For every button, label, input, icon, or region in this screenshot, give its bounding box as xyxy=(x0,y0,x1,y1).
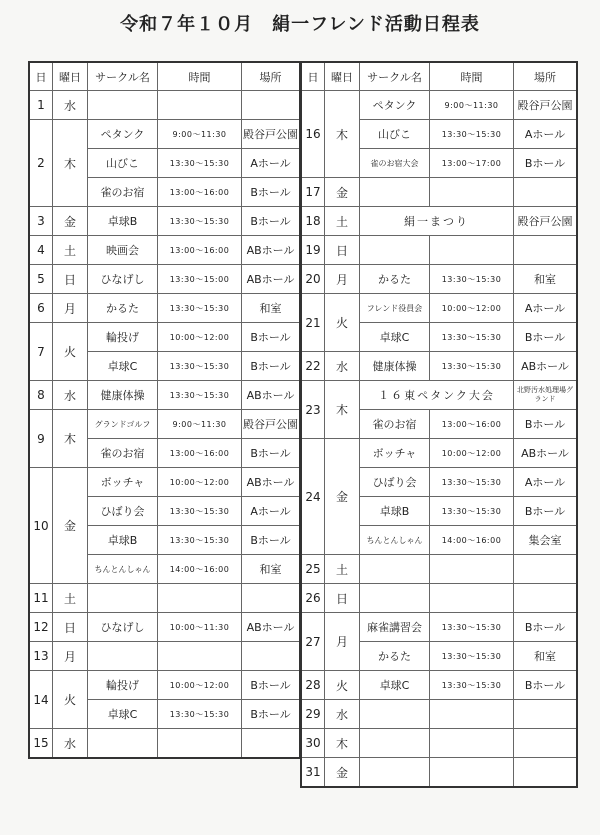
empty-cell xyxy=(360,758,430,787)
empty-cell xyxy=(360,700,430,729)
time-cell: 13:30～15:30 xyxy=(158,700,242,729)
header-circle: サークル名 xyxy=(360,63,430,91)
header-circle: サークル名 xyxy=(88,63,158,91)
table-row xyxy=(302,207,577,236)
circle-cell: 雀のお宿 xyxy=(88,439,158,468)
table-row xyxy=(30,265,300,294)
header-day: 日 xyxy=(30,63,53,91)
weekday-cell: 土 xyxy=(325,555,360,584)
time-cell: 13:30～15:30 xyxy=(430,323,514,352)
day-cell: 31 xyxy=(302,758,325,787)
time-cell: 13:00～16:00 xyxy=(158,236,242,265)
time-cell: 13:30～15:30 xyxy=(158,352,242,381)
empty-cell xyxy=(514,729,577,758)
weekday-cell: 月 xyxy=(325,265,360,294)
empty-cell xyxy=(514,758,577,787)
time-cell: 9:00～11:30 xyxy=(158,410,242,439)
time-cell: 13:30～15:30 xyxy=(158,381,242,410)
day-cell: 16 xyxy=(302,91,325,178)
table-row xyxy=(302,178,577,207)
place-cell: Bホール xyxy=(242,352,300,381)
empty-cell xyxy=(514,584,577,613)
empty-cell xyxy=(360,178,430,207)
header-place: 場所 xyxy=(514,63,577,91)
place-cell: 和室 xyxy=(514,265,577,294)
place-cell: Bホール xyxy=(514,323,577,352)
circle-cell: ひなげし xyxy=(88,265,158,294)
empty-cell xyxy=(158,584,242,613)
circle-cell: ちんとんしゃん xyxy=(360,526,430,555)
header-time: 時間 xyxy=(158,63,242,91)
schedule-table-right xyxy=(301,62,577,787)
place-cell: ABホール xyxy=(242,381,300,410)
time-cell: 10:00～11:30 xyxy=(158,613,242,642)
weekday-cell: 土 xyxy=(53,584,88,613)
header-row xyxy=(30,63,300,91)
day-cell: 29 xyxy=(302,700,325,729)
place-cell: ABホール xyxy=(242,613,300,642)
time-cell: 13:30～15:30 xyxy=(158,294,242,323)
weekday-cell: 木 xyxy=(53,410,88,468)
circle-cell: 雀のお宿 xyxy=(88,178,158,207)
time-cell: 9:00～11:30 xyxy=(158,120,242,149)
table-row xyxy=(30,294,300,323)
place-cell: Bホール xyxy=(242,323,300,352)
time-cell: 13:00～16:00 xyxy=(158,439,242,468)
circle-cell: かるた xyxy=(88,294,158,323)
weekday-cell: 火 xyxy=(325,294,360,352)
circle-cell: 映画会 xyxy=(88,236,158,265)
empty-cell xyxy=(88,729,158,758)
circle-cell: 雀のお宿大会 xyxy=(360,149,430,178)
weekday-cell: 月 xyxy=(53,294,88,323)
page-title: 令和７年１０月 絹一フレンド活動日程表 xyxy=(120,14,480,35)
header-day: 日 xyxy=(302,63,325,91)
place-cell: 集会室 xyxy=(514,526,577,555)
place-cell: Aホール xyxy=(242,497,300,526)
table-row xyxy=(30,468,300,497)
weekday-cell: 火 xyxy=(325,671,360,700)
day-cell: 19 xyxy=(302,236,325,265)
weekday-cell: 水 xyxy=(53,91,88,120)
empty-cell xyxy=(430,700,514,729)
table-row xyxy=(30,323,300,352)
place-cell: ABホール xyxy=(242,265,300,294)
header-row xyxy=(302,63,577,91)
empty-cell xyxy=(430,178,514,207)
weekday-cell: 木 xyxy=(325,729,360,758)
empty-cell xyxy=(242,642,300,671)
circle-cell: ボッチャ xyxy=(360,439,430,468)
weekday-cell: 月 xyxy=(53,642,88,671)
day-cell: 1 xyxy=(30,91,53,120)
table-row xyxy=(302,613,577,642)
empty-cell xyxy=(430,758,514,787)
place-cell: Bホール xyxy=(514,671,577,700)
time-cell: 10:00～12:00 xyxy=(158,468,242,497)
table-row xyxy=(302,352,577,381)
day-cell: 20 xyxy=(302,265,325,294)
day-cell: 21 xyxy=(302,294,325,352)
day-cell: 13 xyxy=(30,642,53,671)
table-row xyxy=(30,729,300,758)
circle-cell: ひばり会 xyxy=(88,497,158,526)
empty-cell xyxy=(514,236,577,265)
time-cell: 13:00～17:00 xyxy=(430,149,514,178)
table-row xyxy=(302,729,577,758)
empty-cell xyxy=(514,700,577,729)
circle-cell: 山びこ xyxy=(360,120,430,149)
place-cell: Bホール xyxy=(514,497,577,526)
place-cell: 殿谷戸公園 xyxy=(242,410,300,439)
time-cell: 14:00～16:00 xyxy=(158,555,242,584)
table-row xyxy=(30,642,300,671)
circle-cell: フレンド役員会 xyxy=(360,294,430,323)
place-cell: Aホール xyxy=(514,294,577,323)
place-cell: Bホール xyxy=(514,149,577,178)
place-cell: Aホール xyxy=(242,149,300,178)
header-weekday: 曜日 xyxy=(53,63,88,91)
circle-cell: 輪投げ xyxy=(88,323,158,352)
time-cell: 13:30～15:30 xyxy=(158,497,242,526)
day-cell: 8 xyxy=(30,381,53,410)
empty-cell xyxy=(88,584,158,613)
empty-cell xyxy=(360,729,430,758)
circle-cell: 健康体操 xyxy=(360,352,430,381)
day-cell: 28 xyxy=(302,671,325,700)
place-cell: Bホール xyxy=(242,526,300,555)
empty-cell xyxy=(242,729,300,758)
table-row xyxy=(302,439,577,468)
day-cell: 25 xyxy=(302,555,325,584)
empty-cell xyxy=(430,729,514,758)
table-row xyxy=(30,236,300,265)
circle-cell: 山びこ xyxy=(88,149,158,178)
table-row xyxy=(302,294,577,323)
circle-cell: 卓球C xyxy=(360,671,430,700)
day-cell: 9 xyxy=(30,410,53,468)
day-cell: 27 xyxy=(302,613,325,671)
place-cell: ABホール xyxy=(514,439,577,468)
place-cell: Bホール xyxy=(242,700,300,729)
day-cell: 23 xyxy=(302,381,325,439)
time-cell: 13:30～15:30 xyxy=(430,642,514,671)
schedule-table-left xyxy=(29,62,300,758)
weekday-cell: 水 xyxy=(325,352,360,381)
table-row xyxy=(302,671,577,700)
day-cell: 7 xyxy=(30,323,53,381)
table-row xyxy=(302,91,577,120)
circle-cell: 卓球C xyxy=(88,700,158,729)
time-cell: 13:00～16:00 xyxy=(158,178,242,207)
weekday-cell: 金 xyxy=(53,207,88,236)
time-cell: 13:30～15:30 xyxy=(158,207,242,236)
time-cell: 13:30～15:30 xyxy=(430,120,514,149)
empty-cell xyxy=(158,729,242,758)
circle-cell: 卓球B xyxy=(88,207,158,236)
time-cell: 13:30～15:00 xyxy=(158,265,242,294)
empty-cell xyxy=(430,236,514,265)
weekday-cell: 金 xyxy=(325,758,360,787)
weekday-cell: 火 xyxy=(53,323,88,381)
circle-cell: ひなげし xyxy=(88,613,158,642)
time-cell: 10:00～12:00 xyxy=(158,323,242,352)
time-cell: 13:30～15:30 xyxy=(158,526,242,555)
place-cell: Bホール xyxy=(514,410,577,439)
circle-cell: ひばり会 xyxy=(360,468,430,497)
place-cell: Aホール xyxy=(514,120,577,149)
circle-cell: 卓球C xyxy=(360,323,430,352)
weekday-cell: 木 xyxy=(325,91,360,178)
circle-cell: 卓球C xyxy=(88,352,158,381)
empty-cell xyxy=(430,555,514,584)
event-cell: 絹一まつり xyxy=(360,207,514,236)
day-cell: 14 xyxy=(30,671,53,729)
place-cell: Bホール xyxy=(242,207,300,236)
empty-cell xyxy=(158,91,242,120)
empty-cell xyxy=(88,91,158,120)
circle-cell: グランドゴルフ xyxy=(88,410,158,439)
circle-cell: 雀のお宿 xyxy=(360,410,430,439)
day-cell: 10 xyxy=(30,468,53,584)
day-cell: 18 xyxy=(302,207,325,236)
table-row xyxy=(302,555,577,584)
event-cell: １６東ペタンク大会 xyxy=(360,381,514,410)
place-cell: 北野汚水処理場グランド xyxy=(514,381,577,410)
circle-cell: 麻雀講習会 xyxy=(360,613,430,642)
table-row xyxy=(302,584,577,613)
circle-cell: 卓球B xyxy=(360,497,430,526)
time-cell: 13:30～15:30 xyxy=(430,671,514,700)
weekday-cell: 月 xyxy=(325,613,360,671)
table-row xyxy=(30,91,300,120)
empty-cell xyxy=(158,642,242,671)
weekday-cell: 日 xyxy=(325,584,360,613)
circle-cell: ペタンク xyxy=(88,120,158,149)
weekday-cell: 金 xyxy=(325,178,360,207)
table-row xyxy=(30,584,300,613)
day-cell: 22 xyxy=(302,352,325,381)
time-cell: 10:00～12:00 xyxy=(158,671,242,700)
place-cell: 殿谷戸公園 xyxy=(514,207,577,236)
time-cell: 13:30～15:30 xyxy=(430,352,514,381)
time-cell: 13:30～15:30 xyxy=(430,497,514,526)
weekday-cell: 木 xyxy=(53,120,88,207)
header-place: 場所 xyxy=(242,63,300,91)
day-cell: 30 xyxy=(302,729,325,758)
place-cell: 殿谷戸公園 xyxy=(242,120,300,149)
day-cell: 17 xyxy=(302,178,325,207)
table-row xyxy=(30,381,300,410)
circle-cell: 輪投げ xyxy=(88,671,158,700)
empty-cell xyxy=(430,584,514,613)
weekday-cell: 日 xyxy=(53,265,88,294)
table-row xyxy=(302,700,577,729)
day-cell: 6 xyxy=(30,294,53,323)
weekday-cell: 金 xyxy=(53,468,88,584)
place-cell: Aホール xyxy=(514,468,577,497)
circle-cell: ペタンク xyxy=(360,91,430,120)
circle-cell: かるた xyxy=(360,265,430,294)
place-cell: ABホール xyxy=(514,352,577,381)
place-cell: 殿谷戸公園 xyxy=(514,91,577,120)
empty-cell xyxy=(360,236,430,265)
weekday-cell: 木 xyxy=(325,381,360,439)
time-cell: 10:00～12:00 xyxy=(430,439,514,468)
weekday-cell: 火 xyxy=(53,671,88,729)
table-row xyxy=(30,671,300,700)
weekday-cell: 日 xyxy=(325,236,360,265)
place-cell: Bホール xyxy=(242,671,300,700)
weekday-cell: 日 xyxy=(53,613,88,642)
circle-cell: ちんとんしゃん xyxy=(88,555,158,584)
weekday-cell: 金 xyxy=(325,439,360,555)
circle-cell: ボッチャ xyxy=(88,468,158,497)
header-weekday: 曜日 xyxy=(325,63,360,91)
table-row xyxy=(302,758,577,787)
empty-cell xyxy=(514,555,577,584)
time-cell: 13:30～15:30 xyxy=(158,149,242,178)
day-cell: 15 xyxy=(30,729,53,758)
empty-cell xyxy=(360,555,430,584)
circle-cell: 健康体操 xyxy=(88,381,158,410)
empty-cell xyxy=(242,584,300,613)
empty-cell xyxy=(88,642,158,671)
day-cell: 3 xyxy=(30,207,53,236)
time-cell: 14:00～16:00 xyxy=(430,526,514,555)
weekday-cell: 水 xyxy=(53,381,88,410)
table-row xyxy=(302,381,577,410)
circle-cell: 卓球B xyxy=(88,526,158,555)
time-cell: 13:00～16:00 xyxy=(430,410,514,439)
time-cell: 13:30～15:30 xyxy=(430,468,514,497)
day-cell: 4 xyxy=(30,236,53,265)
circle-cell: かるた xyxy=(360,642,430,671)
table-row xyxy=(30,120,300,149)
header-time: 時間 xyxy=(430,63,514,91)
place-cell: 和室 xyxy=(514,642,577,671)
day-cell: 24 xyxy=(302,439,325,555)
day-cell: 5 xyxy=(30,265,53,294)
weekday-cell: 水 xyxy=(53,729,88,758)
day-cell: 12 xyxy=(30,613,53,642)
time-cell: 13:30～15:30 xyxy=(430,613,514,642)
place-cell: 和室 xyxy=(242,294,300,323)
day-cell: 11 xyxy=(30,584,53,613)
place-cell: 和室 xyxy=(242,555,300,584)
table-row xyxy=(30,410,300,439)
day-cell: 2 xyxy=(30,120,53,207)
place-cell: Bホール xyxy=(242,439,300,468)
table-row xyxy=(30,207,300,236)
table-row xyxy=(302,236,577,265)
weekday-cell: 水 xyxy=(325,700,360,729)
empty-cell xyxy=(242,91,300,120)
table-row xyxy=(30,613,300,642)
place-cell: Bホール xyxy=(514,613,577,642)
place-cell: ABホール xyxy=(242,468,300,497)
place-cell: ABホール xyxy=(242,236,300,265)
table-row xyxy=(302,265,577,294)
time-cell: 13:30～15:30 xyxy=(430,265,514,294)
weekday-cell: 土 xyxy=(325,207,360,236)
day-cell: 26 xyxy=(302,584,325,613)
place-cell: Bホール xyxy=(242,178,300,207)
empty-cell xyxy=(514,178,577,207)
weekday-cell: 土 xyxy=(53,236,88,265)
empty-cell xyxy=(360,584,430,613)
time-cell: 9:00～11:30 xyxy=(430,91,514,120)
time-cell: 10:00～12:00 xyxy=(430,294,514,323)
